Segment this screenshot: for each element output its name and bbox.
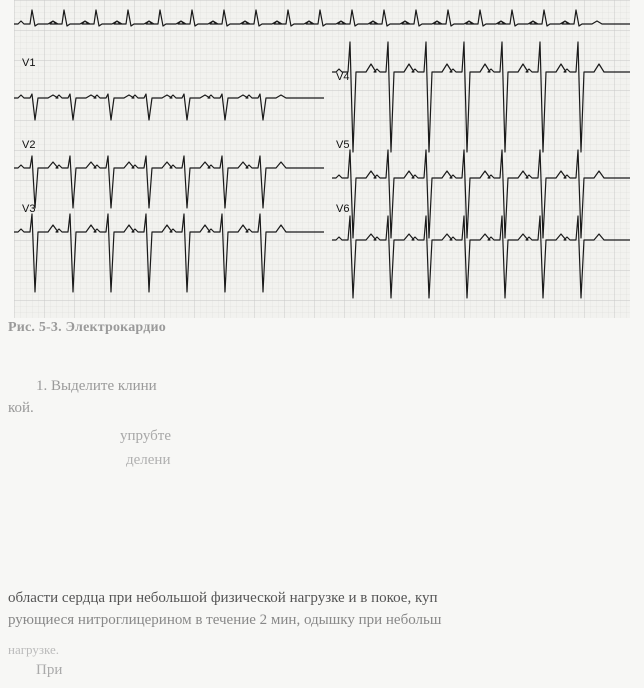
ecg-strip xyxy=(14,0,630,318)
lead-label-v3: V3 xyxy=(22,203,36,215)
lead-label-v1: V1 xyxy=(22,57,36,69)
paragraph-line-3: нагрузке. xyxy=(8,642,60,657)
paragraph-line-4: При xyxy=(36,662,63,678)
question-1-line-2: кой. xyxy=(8,400,34,416)
faded-fragment-1: упрубте xyxy=(120,428,171,444)
figure-caption-text: Электрокардио xyxy=(65,320,166,335)
question-1-line-1: 1. Выделите клини xyxy=(36,378,157,394)
figure-caption-prefix: Рис. 5-3. xyxy=(8,320,62,335)
lead-label-v6: V6 xyxy=(336,203,350,215)
faded-fragment-2: делени xyxy=(126,452,171,468)
paragraph-line-1: области сердца при небольшой физической нагрузке и в покое, куп xyxy=(8,590,438,606)
lead-label-v2: V2 xyxy=(22,139,36,151)
figure-caption xyxy=(8,320,166,336)
lead-label-v4: V4 xyxy=(336,71,350,83)
lead-label-v5: V5 xyxy=(336,139,350,151)
paragraph-line-2: рующиеся нитроглицерином в течение 2 мин, одышку при небольш xyxy=(8,612,442,628)
